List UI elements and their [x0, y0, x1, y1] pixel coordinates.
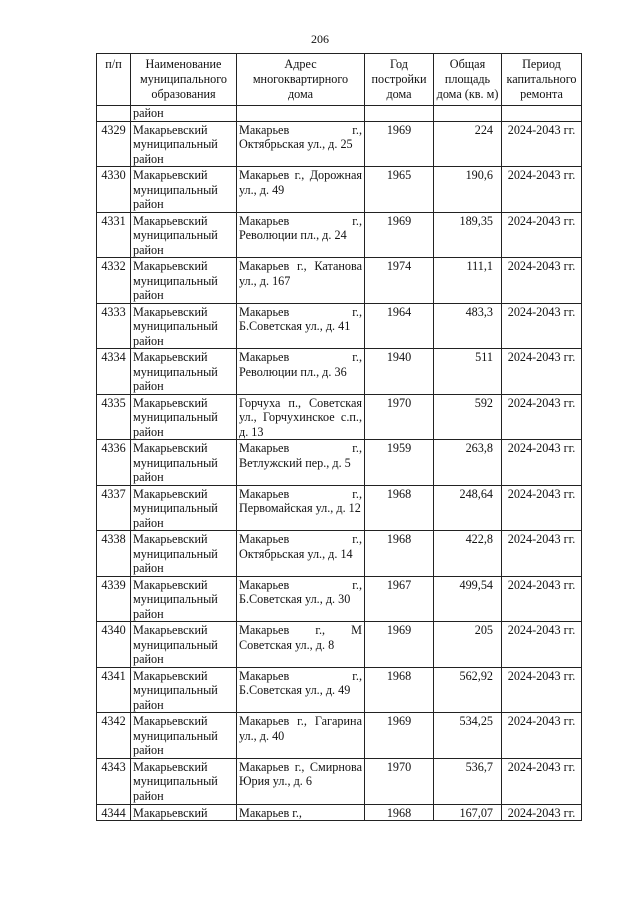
table-row [97, 667, 582, 713]
table-row [97, 576, 582, 622]
cell-name: Макарьевский муниципальный район [131, 440, 237, 486]
cell-name: Макарьевский муниципальный район [131, 713, 237, 759]
cell-period: 2024-2043 гг. [502, 349, 582, 395]
table-row [97, 121, 582, 167]
cell-area: 111,1 [434, 258, 502, 304]
continuation-area [434, 106, 502, 122]
cell-period: 2024-2043 гг. [502, 758, 582, 804]
cell-period: 2024-2043 гг. [502, 394, 582, 440]
continuation-num [97, 106, 131, 122]
table-row [97, 485, 582, 531]
cell-period: 2024-2043 гг. [502, 303, 582, 349]
cell-name: Макарьевский муниципальный район [131, 622, 237, 668]
cell-name: Макарьевский муниципальный район [131, 485, 237, 531]
cell-name: Макарьевский муниципальный район [131, 303, 237, 349]
cell-num: 4332 [97, 258, 131, 304]
cell-address: Макарьев г., Дорожная ул., д. 49 [237, 167, 365, 213]
cell-num: 4334 [97, 349, 131, 395]
cell-name: Макарьевский муниципальный район [131, 258, 237, 304]
cell-area: 511 [434, 349, 502, 395]
cell-num: 4343 [97, 758, 131, 804]
continuation-period [502, 106, 582, 122]
cell-num: 4335 [97, 394, 131, 440]
cell-area: 422,8 [434, 531, 502, 577]
cell-area: 190,6 [434, 167, 502, 213]
header-period: Период капитального ремонта [502, 54, 582, 106]
cell-year: 1968 [365, 804, 434, 821]
cell-name: Макарьевский муниципальный район [131, 167, 237, 213]
continuation-row [97, 106, 582, 122]
cell-area: 205 [434, 622, 502, 668]
table-row [97, 440, 582, 486]
cell-address: Горчуха п., Советская ул., Горчухинское с.п., д. 13 [237, 394, 365, 440]
table-header-row [97, 54, 582, 106]
cell-area: 248,64 [434, 485, 502, 531]
cell-year: 1970 [365, 394, 434, 440]
cell-area: 263,8 [434, 440, 502, 486]
header-address: Адрес многоквартирного дома [237, 54, 365, 106]
cell-period: 2024-2043 гг. [502, 622, 582, 668]
cell-year: 1969 [365, 212, 434, 258]
cell-address: Макарьев г., Гагарина ул., д. 40 [237, 713, 365, 759]
cell-name: Макарьевский муниципальный район [131, 758, 237, 804]
table-row [97, 531, 582, 577]
cell-name: Макарьевский муниципальный район [131, 349, 237, 395]
continuation-name: район [131, 106, 237, 122]
cell-area: 534,25 [434, 713, 502, 759]
cell-year: 1968 [365, 485, 434, 531]
cell-address: Макарьев г., Смирнова Юрия ул., д. 6 [237, 758, 365, 804]
cell-area: 224 [434, 121, 502, 167]
cell-address: Макарьев г., Октябрьская ул., д. 25 [237, 121, 365, 167]
cell-address: Макарьев г., Ветлужский пер., д. 5 [237, 440, 365, 486]
table-row [97, 394, 582, 440]
cell-area: 499,54 [434, 576, 502, 622]
cell-address: Макарьев г., Б.Советская ул., д. 30 [237, 576, 365, 622]
cell-num: 4341 [97, 667, 131, 713]
cell-name: Макарьевский [131, 804, 237, 821]
cell-year: 1940 [365, 349, 434, 395]
cell-year: 1969 [365, 121, 434, 167]
cell-period: 2024-2043 гг. [502, 167, 582, 213]
header-area: Общая площадь дома (кв. м) [434, 54, 502, 106]
cell-year: 1974 [365, 258, 434, 304]
table-row [97, 167, 582, 213]
header-year: Год постройки дома [365, 54, 434, 106]
cell-area: 167,07 [434, 804, 502, 821]
cell-address: Макарьев г., Б.Советская ул., д. 49 [237, 667, 365, 713]
cell-address: Макарьев г., Б.Советская ул., д. 41 [237, 303, 365, 349]
continuation-year [365, 106, 434, 122]
cell-address: Макарьев г., М Советская ул., д. 8 [237, 622, 365, 668]
cell-address: Макарьев г., Катанова ул., д. 167 [237, 258, 365, 304]
cell-year: 1967 [365, 576, 434, 622]
cell-area: 189,35 [434, 212, 502, 258]
cell-num: 4331 [97, 212, 131, 258]
cell-year: 1959 [365, 440, 434, 486]
cell-year: 1969 [365, 622, 434, 668]
cell-year: 1970 [365, 758, 434, 804]
cell-year: 1968 [365, 667, 434, 713]
cell-num: 4339 [97, 576, 131, 622]
cell-period: 2024-2043 гг. [502, 485, 582, 531]
cell-area: 592 [434, 394, 502, 440]
cell-period: 2024-2043 гг. [502, 258, 582, 304]
table-row [97, 258, 582, 304]
cell-name: Макарьевский муниципальный район [131, 121, 237, 167]
cell-name: Макарьевский муниципальный район [131, 576, 237, 622]
table-row [97, 622, 582, 668]
cell-period: 2024-2043 гг. [502, 121, 582, 167]
cell-num: 4330 [97, 167, 131, 213]
cell-period: 2024-2043 гг. [502, 667, 582, 713]
cell-address: Макарьев г., Революции пл., д. 24 [237, 212, 365, 258]
cell-period: 2024-2043 гг. [502, 212, 582, 258]
cell-num: 4344 [97, 804, 131, 821]
table-row [97, 804, 582, 821]
cell-address: Макарьев г., Первомайская ул., д. 12 [237, 485, 365, 531]
cell-num: 4340 [97, 622, 131, 668]
cell-area: 536,7 [434, 758, 502, 804]
table-row [97, 758, 582, 804]
housing-registry-table [96, 53, 582, 821]
cell-name: Макарьевский муниципальный район [131, 667, 237, 713]
cell-period: 2024-2043 гг. [502, 713, 582, 759]
cell-num: 4329 [97, 121, 131, 167]
cell-num: 4337 [97, 485, 131, 531]
header-name: Наименование муниципального образования [131, 54, 237, 106]
cell-address: Макарьев г., Революции пл., д. 36 [237, 349, 365, 395]
cell-name: Макарьевский муниципальный район [131, 531, 237, 577]
continuation-address [237, 106, 365, 122]
cell-year: 1964 [365, 303, 434, 349]
cell-address: Макарьев г., Октябрьская ул., д. 14 [237, 531, 365, 577]
cell-area: 483,3 [434, 303, 502, 349]
cell-year: 1968 [365, 531, 434, 577]
cell-area: 562,92 [434, 667, 502, 713]
cell-period: 2024-2043 гг. [502, 576, 582, 622]
cell-name: Макарьевский муниципальный район [131, 212, 237, 258]
cell-year: 1969 [365, 713, 434, 759]
table-row [97, 212, 582, 258]
table-row [97, 713, 582, 759]
cell-num: 4338 [97, 531, 131, 577]
cell-period: 2024-2043 гг. [502, 440, 582, 486]
table-row [97, 349, 582, 395]
cell-address: Макарьев г., [237, 804, 365, 821]
page-number: 206 [311, 32, 329, 46]
cell-period: 2024-2043 гг. [502, 804, 582, 821]
header-num: п/п [97, 54, 131, 106]
cell-num: 4333 [97, 303, 131, 349]
cell-name: Макарьевский муниципальный район [131, 394, 237, 440]
cell-period: 2024-2043 гг. [502, 531, 582, 577]
cell-num: 4336 [97, 440, 131, 486]
cell-year: 1965 [365, 167, 434, 213]
cell-num: 4342 [97, 713, 131, 759]
table-row [97, 303, 582, 349]
